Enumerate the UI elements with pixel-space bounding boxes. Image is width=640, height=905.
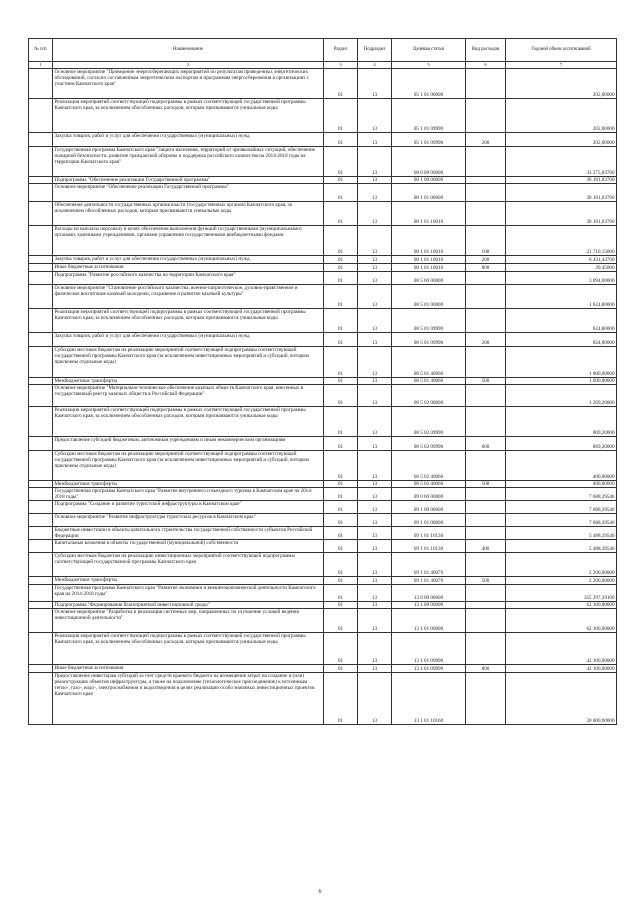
table-row (29, 673, 617, 725)
cell-razdel: 01 (324, 333, 358, 347)
cell-name: Бюджетные инвестиции в объекты капитального строительства государственной собственности субъектов Российской Федерации (53, 527, 324, 540)
table-row (29, 665, 617, 673)
table-row (29, 553, 617, 577)
cell-csr: 08 5 02 40060 (392, 481, 466, 488)
cell-name: Реализация мероприятий соответствующей подпрограммы в рамках соответствующей государственной программы Камчатского края, за исключением обособленных расходов, которым присваиваются уникальные коды (53, 99, 324, 133)
cell-podrazdel: 13 (358, 264, 392, 272)
cell-csr: 08 1 01 10010 (392, 264, 466, 272)
cell-amount: 7 688,39546 (506, 514, 617, 527)
cell-podrazdel: 13 (358, 69, 392, 99)
cell-podrazdel: 13 (358, 540, 392, 553)
cell-num (29, 147, 53, 177)
cell-csr: 09 1 01 10130 (392, 540, 466, 553)
cell-amount: 2 200,00000 (506, 577, 617, 585)
cell-csr: 08 1 01 00000 (392, 184, 466, 202)
cell-name: Закупка товаров, работ и услуг для обеспечения государственных (муниципальных) нужд (53, 256, 324, 264)
colnum-1: 1 (29, 62, 53, 69)
cell-vr: 400 (466, 540, 506, 553)
cell-csr: 05 1 01 09990 (392, 99, 466, 133)
cell-name: Субсидии местным бюджетам на реализацию мероприятий соответствующей подпрограммы соответствующей государственной программы Камчатского края (за исключением инвестиционных мероприятий и субсидий, которым присвоены отдельные коды) (53, 347, 324, 378)
cell-csr: 08 5 02 00000 (392, 385, 466, 407)
cell-razdel: 01 (324, 602, 358, 609)
cell-csr: 08 5 02 09990 (392, 407, 466, 437)
table-row (29, 309, 617, 333)
cell-razdel: 01 (324, 264, 358, 272)
cell-razdel: 01 (324, 665, 358, 673)
cell-razdel: 01 (324, 202, 358, 226)
cell-amount: 869,20000 (506, 407, 617, 437)
cell-podrazdel: 13 (358, 527, 392, 540)
cell-num (29, 437, 53, 451)
cell-name: Реализация мероприятий соответствующей подпрограммы в рамках соответствующей государственной программы Камчатского края, за исключением обособленных расходов, которым присваиваются уникальные коды (53, 633, 324, 665)
cell-vr (466, 99, 506, 133)
cell-amount: 30 181,03700 (506, 202, 617, 226)
cell-razdel: 01 (324, 633, 358, 665)
cell-name: Подпрограмма "Обеспечение реализации Государственной программы" (53, 177, 324, 184)
cell-podrazdel: 13 (358, 184, 392, 202)
cell-name: Государственная программа Камчатского края "Развитие внутреннего и въездного туризма в Камчатском крае на 2014-2018 годы" (53, 488, 324, 501)
cell-podrazdel: 13 (358, 333, 392, 347)
cell-amount: 39,45000 (506, 264, 617, 272)
cell-num (29, 184, 53, 202)
cell-amount: 3 094,00000 (506, 272, 617, 285)
cell-vr (466, 673, 506, 725)
header-name: Наименование (53, 39, 324, 62)
cell-amount: 42 100,00000 (506, 665, 617, 673)
cell-csr: 08 5 01 09990 (392, 333, 466, 347)
cell-podrazdel: 13 (358, 177, 392, 184)
cell-vr: 500 (466, 577, 506, 585)
table-row (29, 577, 617, 585)
cell-razdel: 01 (324, 585, 358, 602)
cell-podrazdel: 13 (358, 633, 392, 665)
cell-amount: 21 710,15000 (506, 226, 617, 256)
cell-vr (466, 202, 506, 226)
cell-csr: 08 5 01 40060 (392, 378, 466, 385)
colnum-2: 2 (53, 62, 324, 69)
table-row (29, 184, 617, 202)
cell-vr (466, 184, 506, 202)
cell-vr (466, 501, 506, 514)
cell-razdel: 01 (324, 99, 358, 133)
cell-amount: 7 688,39546 (506, 501, 617, 514)
cell-num (29, 451, 53, 481)
cell-podrazdel: 13 (358, 272, 392, 285)
table-header-row (29, 39, 617, 62)
cell-vr (466, 488, 506, 501)
cell-num (29, 585, 53, 602)
cell-vr: 200 (466, 256, 506, 264)
cell-name: Закупка товаров, работ и услуг для обеспечения государственных (муниципальных) нужд (53, 133, 324, 147)
colnum-5: 5 (392, 62, 466, 69)
budget-table (28, 38, 617, 725)
table-row (29, 256, 617, 264)
cell-name: Межбюджетные трансферты (53, 378, 324, 385)
cell-num (29, 69, 53, 99)
cell-csr: 09 1 00 00000 (392, 501, 466, 514)
table-row (29, 481, 617, 488)
cell-name: Иные бюджетные ассигнования (53, 264, 324, 272)
cell-num (29, 226, 53, 256)
cell-name: Государственная программа Камчатского края "Защита населения, территорий от чрезвычайных ситуаций, обеспечение пожарной безопасности, развитие гражданской обороны и поддержка российского казачества на 2014-2018 годы на территории Камчатского края" (53, 147, 324, 177)
cell-podrazdel: 13 (358, 553, 392, 577)
cell-podrazdel: 13 (358, 451, 392, 481)
cell-vr (466, 602, 506, 609)
cell-vr (466, 609, 506, 633)
colnum-4: 4 (358, 62, 392, 69)
cell-vr (466, 69, 506, 99)
cell-csr: 05 1 01 09990 (392, 133, 466, 147)
header-vr: Вид расходов (466, 39, 506, 62)
cell-podrazdel: 13 (358, 99, 392, 133)
cell-amount: 400,00000 (506, 481, 617, 488)
cell-podrazdel: 13 (358, 585, 392, 602)
cell-amount: 869,20000 (506, 437, 617, 451)
cell-vr: 800 (466, 665, 506, 673)
header-csr: Целевая статья (392, 39, 466, 62)
table-row (29, 437, 617, 451)
cell-podrazdel: 13 (358, 577, 392, 585)
cell-podrazdel: 13 (358, 202, 392, 226)
table-row (29, 202, 617, 226)
cell-podrazdel: 13 (358, 501, 392, 514)
budget-table-body (29, 69, 617, 725)
cell-name: Подпрограмма "Создание и развитие туристской инфраструктуры в Камчатском крае" (53, 501, 324, 514)
cell-vr (466, 272, 506, 285)
cell-num (29, 665, 53, 673)
table-row (29, 585, 617, 602)
cell-num (29, 481, 53, 488)
cell-name: Реализация мероприятий соответствующей подпрограммы в рамках соответствующей государственной программы Камчатского края, за исключением обособленных расходов, которым присваиваются уникальные коды (53, 407, 324, 437)
table-row (29, 527, 617, 540)
cell-name: Межбюджетные трансферты (53, 577, 324, 585)
cell-csr: 13 1 01 10160 (392, 673, 466, 725)
cell-podrazdel: 13 (358, 378, 392, 385)
cell-amount: 355 297,39100 (506, 585, 617, 602)
cell-csr: 05 1 01 00000 (392, 69, 466, 99)
cell-podrazdel: 13 (358, 437, 392, 451)
cell-razdel: 01 (324, 69, 358, 99)
cell-amount: 2 200,00000 (506, 553, 617, 577)
cell-razdel: 01 (324, 609, 358, 633)
cell-num (29, 514, 53, 527)
cell-vr (466, 177, 506, 184)
cell-razdel: 01 (324, 481, 358, 488)
cell-vr: 500 (466, 481, 506, 488)
table-row (29, 147, 617, 177)
table-row (29, 540, 617, 553)
cell-vr (466, 527, 506, 540)
cell-num (29, 407, 53, 437)
cell-amount: 62 100,00000 (506, 609, 617, 633)
cell-vr: 200 (466, 333, 506, 347)
cell-csr: 08 1 01 10010 (392, 202, 466, 226)
cell-name: Основное мероприятие "Развитие инфраструктуры туристских ресурсов в Камчатском крае" (53, 514, 324, 527)
cell-vr (466, 514, 506, 527)
cell-name: Подпрограмма "Формирование благоприятной инвестиционной среды" (53, 602, 324, 609)
table-row (29, 385, 617, 407)
cell-name: Основное мероприятие "Материально-техническое обеспечение казачьих обществ Камчатского края, внесенных в государственный реестр казачьих обществ в Российской Федерации" (53, 385, 324, 407)
table-row (29, 69, 617, 99)
cell-amount: 5 488,39546 (506, 540, 617, 553)
cell-razdel: 01 (324, 488, 358, 501)
cell-name: Закупка товаров, работ и услуг для обеспечения государственных (муниципальных) нужд (53, 333, 324, 347)
cell-amount: 202,00000 (506, 133, 617, 147)
cell-podrazdel: 13 (358, 133, 392, 147)
cell-vr (466, 633, 506, 665)
cell-razdel: 01 (324, 226, 358, 256)
cell-num (29, 527, 53, 540)
cell-razdel: 01 (324, 385, 358, 407)
cell-name: Межбюджетные трансферты (53, 481, 324, 488)
table-row (29, 226, 617, 256)
cell-razdel: 01 (324, 540, 358, 553)
cell-razdel: 01 (324, 407, 358, 437)
table-row (29, 272, 617, 285)
cell-podrazdel: 13 (358, 385, 392, 407)
cell-podrazdel: 13 (358, 488, 392, 501)
cell-vr: 200 (466, 133, 506, 147)
table-row (29, 609, 617, 633)
cell-name: Иные бюджетные ассигнования (53, 665, 324, 673)
cell-vr (466, 147, 506, 177)
cell-podrazdel: 13 (358, 285, 392, 309)
cell-name: Расходы на выплаты персоналу в целях обеспечения выполнения функций государственными (муниципальными) органами, казенными учреждениями, органами управления государственными внебюджетными фондами (53, 226, 324, 256)
cell-name: Предоставление инвесторам субсидий за счет средств краевого бюджета на возмещение затрат на создание и (или) реконструкцию объектов инфраструктуры, а также на подключение (технологическое присоединение) к источникам тепло-, газо-, водо-, электроснабжения и водоотведения в целях реализации особо значимых инвестиционных проектов Камчатского края (53, 673, 324, 725)
cell-csr: 13 1 01 00000 (392, 609, 466, 633)
cell-num (29, 609, 53, 633)
cell-amount: 1 269,20000 (506, 385, 617, 407)
cell-vr: 500 (466, 378, 506, 385)
cell-podrazdel: 13 (358, 147, 392, 177)
cell-vr: 800 (466, 264, 506, 272)
table-row (29, 378, 617, 385)
cell-podrazdel: 13 (358, 226, 392, 256)
cell-podrazdel: 13 (358, 481, 392, 488)
cell-vr: 100 (466, 226, 506, 256)
cell-amount: 62 100,00000 (506, 602, 617, 609)
cell-num (29, 633, 53, 665)
colnum-7: 7 (506, 62, 617, 69)
cell-name: Основное мероприятие "Обеспечение реализации Государственной программы" (53, 184, 324, 202)
cell-razdel: 01 (324, 514, 358, 527)
cell-num (29, 488, 53, 501)
cell-amount: 1 824,80000 (506, 285, 617, 309)
cell-razdel: 01 (324, 256, 358, 264)
header-razdel: Раздел (324, 39, 358, 62)
cell-csr: 08 5 02 40060 (392, 451, 466, 481)
cell-razdel: 01 (324, 347, 358, 378)
cell-num (29, 378, 53, 385)
cell-amount: 5 488,39546 (506, 527, 617, 540)
table-row (29, 602, 617, 609)
table-row (29, 407, 617, 437)
cell-name: Обеспечение деятельности государственных органов власти (государственных органов) Камчатского края, за исключением обособленных расходов, которым присваиваются уникальные коды (53, 202, 324, 226)
cell-name: Основное мероприятие "Разработка и реализация системных мер, направленных на улучшение условий ведения инвестиционной деятельности" (53, 609, 324, 633)
cell-num (29, 673, 53, 725)
cell-num (29, 264, 53, 272)
cell-csr: 09 1 01 40070 (392, 553, 466, 577)
page-number: 6 (318, 889, 322, 895)
table-row (29, 633, 617, 665)
cell-razdel: 01 (324, 147, 358, 177)
table-row (29, 514, 617, 527)
cell-csr: 08 1 01 10010 (392, 256, 466, 264)
cell-csr: 08 1 00 00000 (392, 177, 466, 184)
cell-name: Предоставление субсидий бюджетным, автономным учреждениям и иным некоммерческим организациям (53, 437, 324, 451)
cell-amount: 33 275,03700 (506, 147, 617, 177)
cell-name: Государственная программа Камчатского края "Развитие экономики и внешнеэкономической деятельности Камчатского края на 2014-2018 годы" (53, 585, 324, 602)
table-row (29, 264, 617, 272)
cell-razdel: 01 (324, 378, 358, 385)
cell-razdel: 01 (324, 285, 358, 309)
cell-amount: 202,00000 (506, 69, 617, 99)
cell-podrazdel: 13 (358, 673, 392, 725)
cell-num (29, 99, 53, 133)
cell-csr: 09 1 01 00000 (392, 514, 466, 527)
column-number-row (29, 62, 617, 69)
header-amount: Годовой объем ассигнований (506, 39, 617, 62)
cell-csr: 13 1 01 09990 (392, 665, 466, 673)
cell-csr: 08 5 01 40060 (392, 347, 466, 378)
cell-vr (466, 451, 506, 481)
cell-podrazdel: 13 (358, 602, 392, 609)
cell-name: Реализация мероприятий соответствующей подпрограммы в рамках соответствующей государственной программы Камчатского края, за исключением обособленных расходов, которым присваиваются уникальные коды (53, 309, 324, 333)
cell-amount: 824,80000 (506, 333, 617, 347)
cell-csr: 09 1 01 10130 (392, 527, 466, 540)
table-row (29, 133, 617, 147)
cell-vr: 600 (466, 437, 506, 451)
cell-num (29, 177, 53, 184)
table-row (29, 333, 617, 347)
table-row (29, 451, 617, 481)
table-row (29, 177, 617, 184)
table-row (29, 488, 617, 501)
cell-podrazdel: 13 (358, 514, 392, 527)
cell-num (29, 309, 53, 333)
cell-csr: 09 1 01 40070 (392, 577, 466, 585)
cell-amount: 30 181,03700 (506, 177, 617, 184)
cell-amount: 1 000,00000 (506, 347, 617, 378)
cell-num (29, 501, 53, 514)
cell-podrazdel: 13 (358, 665, 392, 673)
cell-amount: 8 431,43700 (506, 256, 617, 264)
cell-csr: 08 5 00 00000 (392, 272, 466, 285)
cell-csr: 08 1 01 10010 (392, 226, 466, 256)
cell-podrazdel: 13 (358, 256, 392, 264)
cell-razdel: 01 (324, 184, 358, 202)
cell-amount: 824,80000 (506, 309, 617, 333)
cell-amount: 30 181,03700 (506, 184, 617, 202)
cell-amount: 202,00000 (506, 99, 617, 133)
cell-num (29, 577, 53, 585)
cell-num (29, 333, 53, 347)
cell-vr (466, 309, 506, 333)
cell-name: Основное мероприятие "Становление российского казачества, военно-патриотическое, духовно-нравственное и физическое воспитание казачьей молодежи, сохранение и развитие казачьей культуры" (53, 285, 324, 309)
cell-vr (466, 407, 506, 437)
cell-num (29, 202, 53, 226)
cell-vr (466, 553, 506, 577)
cell-csr: 13 1 01 09990 (392, 633, 466, 665)
cell-name: Капитальные вложения в объекты государственной (муниципальной) собственности (53, 540, 324, 553)
cell-csr: 09 0 00 00000 (392, 488, 466, 501)
cell-csr: 08 5 01 00000 (392, 285, 466, 309)
header-podrazdel: Подраздел (358, 39, 392, 62)
cell-podrazdel: 13 (358, 609, 392, 633)
cell-vr (466, 347, 506, 378)
cell-razdel: 01 (324, 272, 358, 285)
cell-razdel: 01 (324, 437, 358, 451)
cell-csr: 08 0 00 00000 (392, 147, 466, 177)
cell-name: Субсидии местным бюджетам на реализацию инвестиционных мероприятий соответствующей подпрограммы соответствующей государственной программы Камчатского края (53, 553, 324, 577)
cell-csr: 08 5 02 09990 (392, 437, 466, 451)
cell-name: Основное мероприятие "Проведение энергосберегающих мероприятий по результатам проведенных энергетических обследований, согласно составленным энергетическим паспортам и программам энергосбережения в организациях с участием Камчатского края" (53, 69, 324, 99)
cell-razdel: 01 (324, 309, 358, 333)
table-row (29, 501, 617, 514)
cell-csr: 13 0 00 00000 (392, 585, 466, 602)
cell-csr: 08 5 01 09990 (392, 309, 466, 333)
cell-podrazdel: 13 (358, 407, 392, 437)
cell-amount: 20 000,00000 (506, 673, 617, 725)
table-row (29, 285, 617, 309)
cell-num (29, 272, 53, 285)
colnum-6: 6 (466, 62, 506, 69)
cell-num (29, 285, 53, 309)
cell-razdel: 01 (324, 133, 358, 147)
cell-amount: 7 688,39546 (506, 488, 617, 501)
colnum-3: 3 (324, 62, 358, 69)
cell-razdel: 01 (324, 553, 358, 577)
cell-razdel: 01 (324, 501, 358, 514)
cell-podrazdel: 13 (358, 347, 392, 378)
cell-name: Подпрограмма "Развитие российского казачества на территории Камчатского края" (53, 272, 324, 285)
cell-num (29, 347, 53, 378)
cell-podrazdel: 13 (358, 309, 392, 333)
cell-razdel: 01 (324, 527, 358, 540)
cell-vr (466, 385, 506, 407)
cell-num (29, 385, 53, 407)
cell-num (29, 553, 53, 577)
cell-num (29, 602, 53, 609)
cell-razdel: 01 (324, 577, 358, 585)
table-row (29, 99, 617, 133)
cell-num (29, 540, 53, 553)
cell-razdel: 01 (324, 451, 358, 481)
cell-amount: 42 100,00000 (506, 633, 617, 665)
cell-vr (466, 585, 506, 602)
cell-csr: 13 1 00 00000 (392, 602, 466, 609)
cell-num (29, 256, 53, 264)
cell-razdel: 01 (324, 673, 358, 725)
header-num: № п/п (29, 39, 53, 62)
cell-vr (466, 285, 506, 309)
cell-num (29, 133, 53, 147)
cell-name: Субсидии местным бюджетам на реализацию мероприятий соответствующей подпрограммы соответствующей государственной программы Камчатского края (за исключением инвестиционных мероприятий и субсидий, которым присвоены отдельные коды) (53, 451, 324, 481)
cell-razdel: 01 (324, 177, 358, 184)
cell-amount: 400,00000 (506, 451, 617, 481)
cell-amount: 1 000,00000 (506, 378, 617, 385)
table-row (29, 347, 617, 378)
